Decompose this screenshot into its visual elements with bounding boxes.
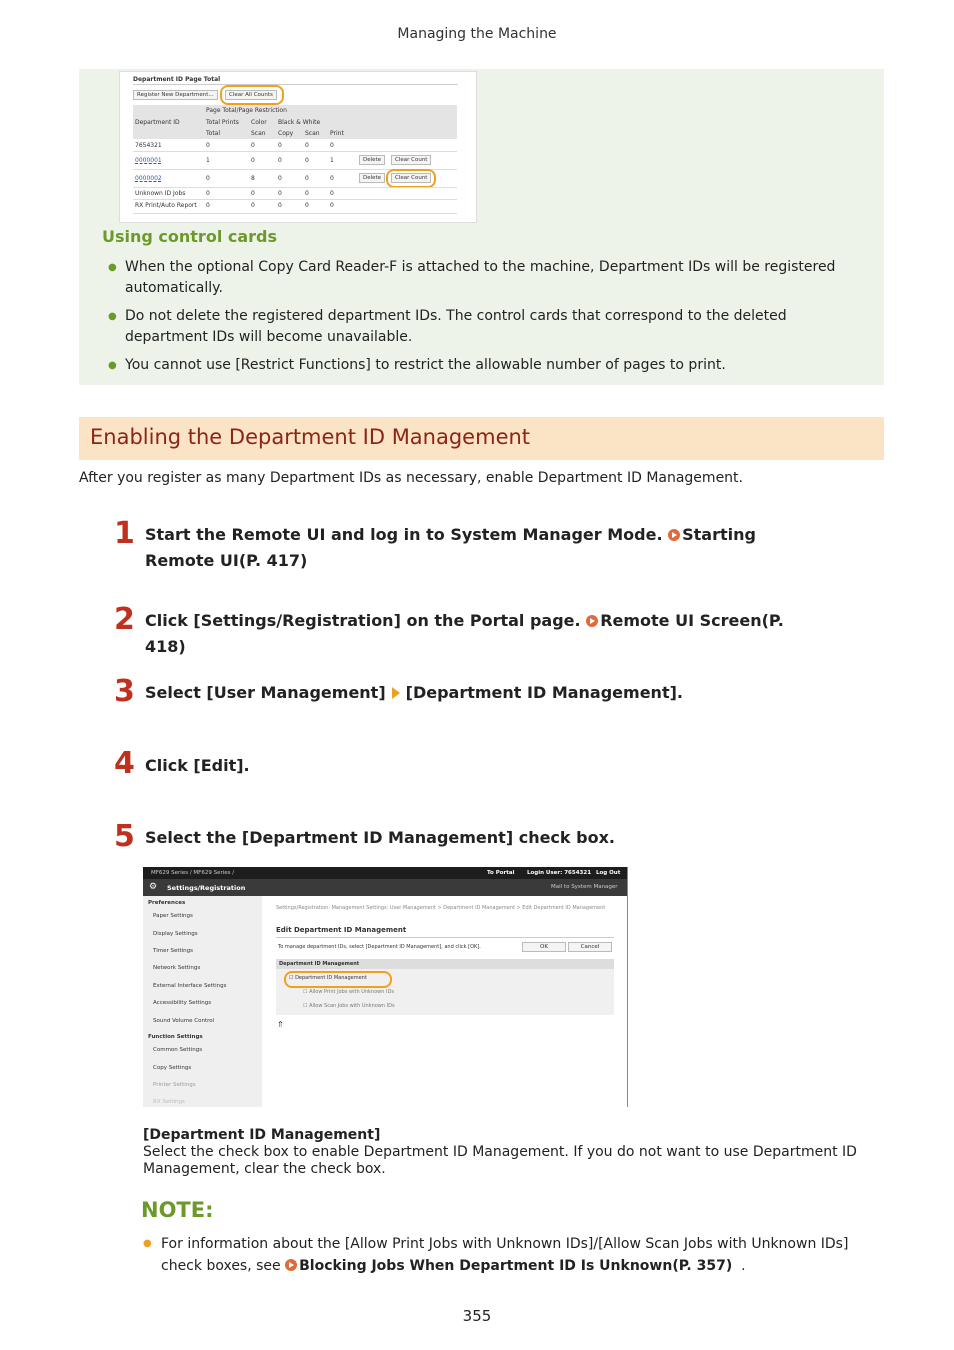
row-id: 7654321: [135, 142, 162, 149]
sidebar-item[interactable]: Sound Volume Control: [153, 1018, 215, 1024]
cell: 0: [278, 157, 282, 164]
dept-id-page-total-screenshot: [119, 71, 477, 223]
sidebar-item[interactable]: Display Settings: [153, 931, 198, 937]
cell: 0: [330, 202, 334, 209]
breadcrumb: Settings/Registration: Management Settings: User Management > Department ID Management > Edit Department ID Management: [276, 905, 606, 911]
step-text: [Department ID Management].: [405, 683, 683, 702]
step-4: [145, 753, 825, 779]
clear-count-button[interactable]: Clear Count: [391, 155, 431, 165]
title-bar: [143, 879, 627, 896]
cell: 0: [206, 142, 210, 149]
page-number: 355: [462, 1307, 492, 1325]
cell: 0: [330, 142, 334, 149]
cell: 0: [278, 142, 282, 149]
step-number: 1: [114, 516, 135, 551]
cell: 8: [251, 175, 255, 182]
sub-scan: Scan: [251, 130, 266, 137]
row-id-link[interactable]: 0000002: [135, 175, 162, 182]
cell: 0: [278, 175, 282, 182]
blocking-jobs-link[interactable]: Blocking Jobs When Department ID Is Unknown(P. 357): [299, 1258, 733, 1274]
col-black-white: Black & White: [278, 119, 321, 126]
col-department-id: Department ID: [135, 119, 180, 126]
bullet-icon: ●: [108, 262, 117, 273]
sidebar-item[interactable]: Common Settings: [153, 1047, 203, 1053]
list-item: [108, 355, 868, 376]
sub-total: Total: [206, 130, 221, 137]
checkbox-label: Allow Print Jobs with Unknown IDs: [309, 989, 394, 995]
step-2: [145, 608, 825, 660]
bullet-text: You cannot use [Restrict Functions] to restrict the allowable number of pages to print.: [125, 357, 726, 373]
step-text: Select [User Management]: [145, 683, 386, 702]
triangle-arrow-icon: [392, 687, 400, 699]
checkbox-department-id-management[interactable]: ☐ Department ID Management: [289, 975, 367, 981]
screenshot-heading: Department ID Page Total: [133, 76, 221, 83]
cell: 0: [251, 202, 255, 209]
cell: 0: [305, 190, 309, 197]
bullet-text: When the optional Copy Card Reader-F is attached to the machine, Department IDs will be registered automatically.: [125, 259, 836, 296]
login-user: Login User: 7654321: [527, 870, 592, 876]
col-page-total: Page Total/Page Restriction: [206, 107, 287, 114]
section-title: Enabling the Department ID Management: [90, 425, 531, 449]
cell: 1: [206, 157, 210, 164]
instruction-text: To manage department IDs, select [Department ID Management], and click [OK].: [278, 944, 481, 950]
col-color: Color: [251, 119, 267, 126]
cell: 0: [251, 157, 255, 164]
step-number: 2: [114, 602, 135, 637]
step-1: [145, 522, 825, 574]
cell: 0: [206, 202, 210, 209]
link-arrow-icon: [668, 529, 680, 541]
page-title: Edit Department ID Management: [276, 926, 407, 934]
bullet-icon: ●: [108, 360, 117, 371]
link-arrow-icon: [586, 615, 598, 627]
cell: 0: [251, 142, 255, 149]
delete-button[interactable]: Delete: [359, 173, 385, 183]
sidebar-item[interactable]: Printer Settings: [153, 1082, 196, 1088]
description-text: Select the check box to enable Department ID Management. If you do not want to use Department ID Management, clear the check box.: [143, 1144, 857, 1177]
cancel-button[interactable]: Cancel: [568, 942, 612, 952]
note-text-end: .: [741, 1258, 746, 1274]
row-id: RX Print/Auto Report: [135, 202, 197, 209]
mail-to-manager-link[interactable]: Mail to System Manager: [551, 884, 618, 890]
cell: 0: [278, 202, 282, 209]
cell: 0: [206, 190, 210, 197]
starting-remote-ui-link[interactable]: Starting Remote UI(P. 417): [145, 525, 756, 570]
edit-department-id-screenshot: [143, 867, 628, 1107]
logout-link[interactable]: Log Out: [596, 870, 621, 876]
step-text: Click [Settings/Registration] on the Portal page.: [145, 611, 581, 630]
cell: 0: [305, 157, 309, 164]
checkbox-allow-print-unknown[interactable]: ☐ Allow Print Jobs with Unknown IDs: [303, 989, 394, 995]
sidebar-item[interactable]: Copy Settings: [153, 1065, 192, 1071]
checkbox-label: Allow Scan Jobs with Unknown IDs: [309, 1003, 395, 1009]
list-item: [108, 257, 868, 299]
sidebar-group-function: Function Settings: [148, 1034, 203, 1040]
cell: 0: [305, 142, 309, 149]
list-item: [108, 306, 868, 348]
bullet-text: Do not delete the registered department IDs. The control cards that correspond to the deleted department IDs will become unavailable.: [125, 308, 787, 345]
group-title: Department ID Management: [279, 961, 360, 967]
step-number: 3: [114, 674, 135, 709]
sidebar-item[interactable]: Timer Settings: [153, 948, 194, 954]
cell: 0: [305, 175, 309, 182]
col-total-prints: Total Prints: [206, 119, 239, 126]
bullet-icon: ●: [143, 1238, 152, 1249]
highlight-ring: [284, 971, 392, 988]
top-bar: [143, 867, 627, 879]
sub-scan-2: Scan: [305, 130, 320, 137]
clear-count-button[interactable]: Clear Count: [391, 173, 431, 183]
cell: 0: [330, 175, 334, 182]
cell: 0: [278, 190, 282, 197]
sidebar-item[interactable]: RX Settings: [153, 1099, 185, 1105]
link-arrow-icon: [285, 1259, 297, 1271]
to-portal-link[interactable]: To Portal: [487, 870, 515, 876]
bar-title: Settings/Registration: [167, 884, 246, 892]
step-text: Start the Remote UI and log in to System Manager Mode.: [145, 525, 663, 544]
step-number: 5: [114, 819, 135, 854]
sub-print: Print: [330, 130, 344, 137]
gear-icon: ⚙: [149, 882, 158, 892]
note-text: For information about the [Allow Print Jobs with Unknown IDs]/[Allow Scan Jobs with Unknown IDs] check boxes, see: [161, 1236, 849, 1274]
sub-copy: Copy: [278, 130, 294, 137]
checkbox-label: Department ID Management: [295, 975, 367, 981]
cell: 0: [305, 202, 309, 209]
ok-button[interactable]: OK: [522, 942, 566, 952]
row-id: Unknown ID Jobs: [135, 190, 186, 197]
row-id-link[interactable]: 0000001: [135, 157, 162, 164]
cell: 0: [330, 190, 334, 197]
step-text: Select the [Department ID Management] check box.: [145, 828, 615, 847]
register-new-department-button[interactable]: Register New Department...: [133, 90, 218, 100]
cell: 0: [251, 190, 255, 197]
highlight-ring: [220, 85, 284, 105]
checkbox-allow-scan-unknown[interactable]: ☐ Allow Scan Jobs with Unknown IDs: [303, 1003, 395, 1009]
step-number: 4: [114, 746, 135, 781]
bullet-icon: ●: [108, 311, 117, 322]
step-5: [145, 825, 825, 851]
description-heading: [Department ID Management]: [143, 1127, 381, 1143]
sidebar-item[interactable]: Paper Settings: [153, 913, 193, 919]
delete-button[interactable]: Delete: [359, 155, 385, 165]
device-name: MF629 Series / MF629 Series /: [151, 870, 235, 876]
scroll-top-icon[interactable]: ⇑: [277, 1020, 284, 1029]
control-cards-heading: Using control cards: [102, 227, 278, 246]
sidebar-item[interactable]: Accessibility Settings: [153, 1000, 212, 1006]
sidebar-item[interactable]: Network Settings: [153, 965, 201, 971]
sidebar-group-preferences: Preferences: [148, 900, 186, 906]
sidebar-item[interactable]: External Interface Settings: [153, 983, 227, 989]
cell: 1: [330, 157, 334, 164]
step-3: [145, 680, 825, 706]
list-item: [143, 1233, 888, 1277]
step-text: Click [Edit].: [145, 756, 250, 775]
clear-all-counts-button[interactable]: Clear All Counts: [225, 90, 277, 100]
highlight-ring: [386, 169, 436, 188]
cell: 0: [206, 175, 210, 182]
remote-ui-screen-link[interactable]: Remote UI Screen(P. 418): [145, 611, 784, 656]
section-intro: After you register as many Department IDs as necessary, enable Department ID Management.: [79, 470, 743, 486]
settings-sidebar: [143, 896, 262, 1107]
page-header: Managing the Machine: [397, 26, 557, 42]
note-title: NOTE:: [141, 1198, 214, 1222]
